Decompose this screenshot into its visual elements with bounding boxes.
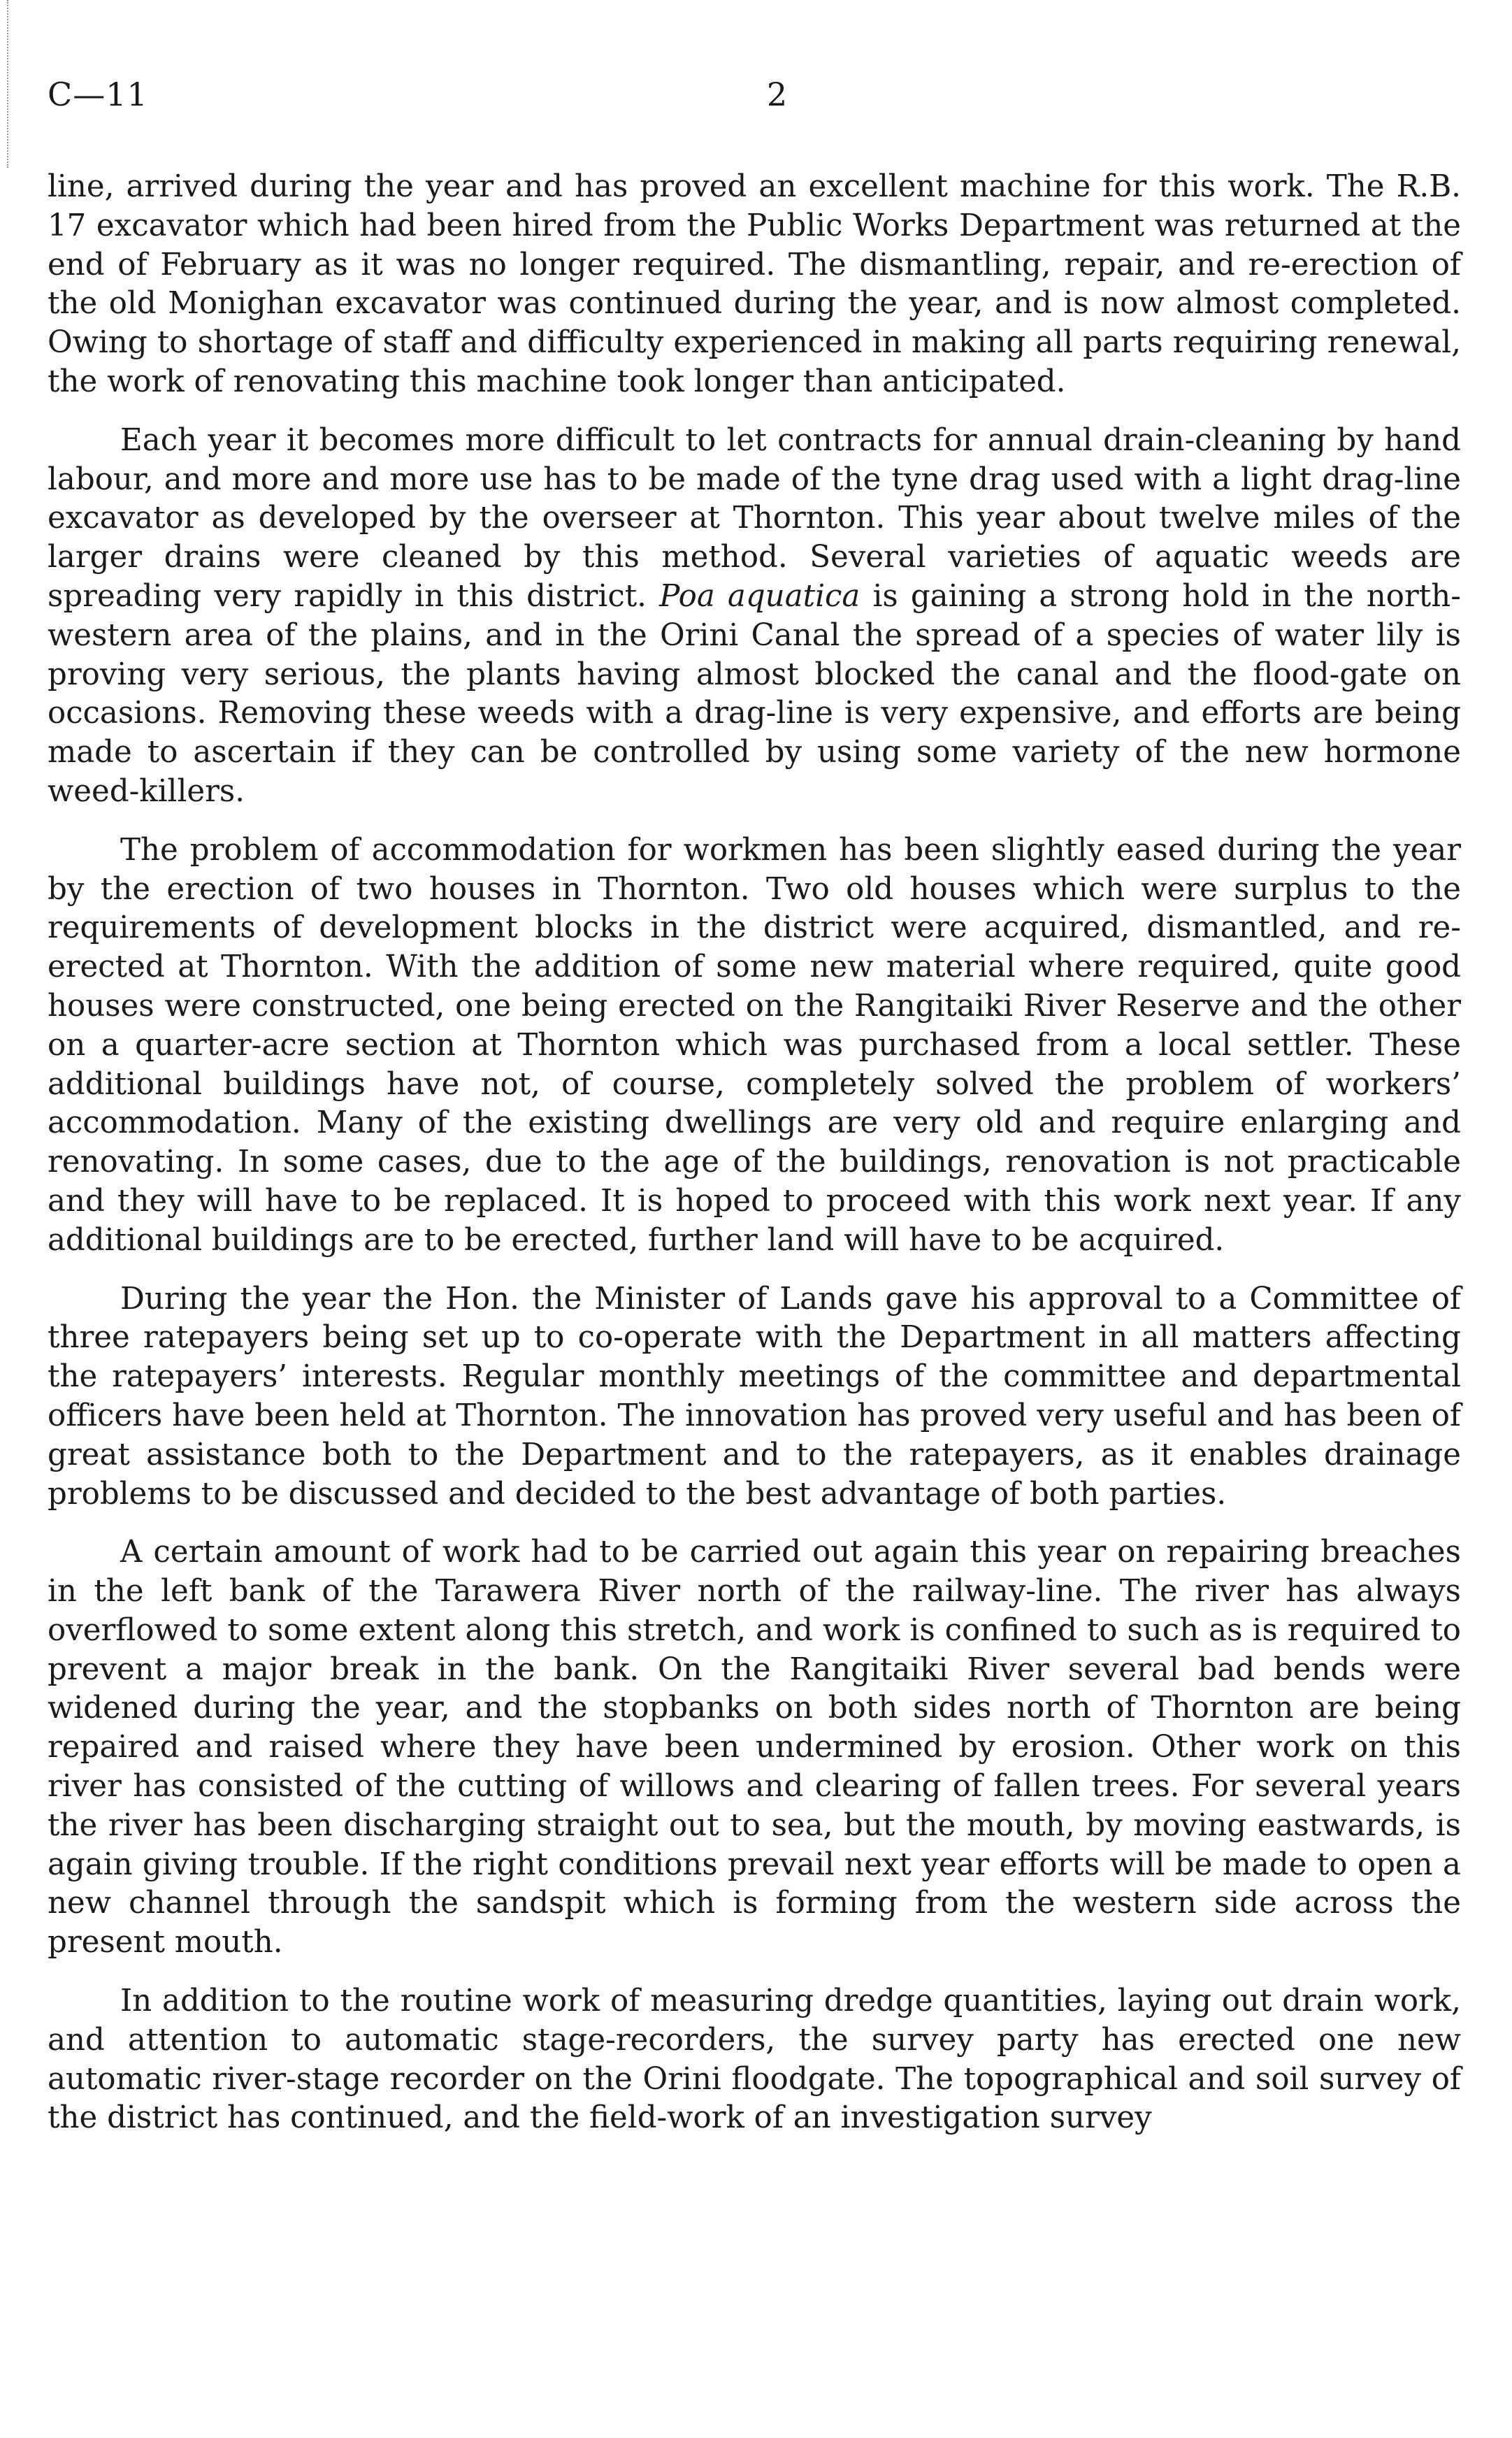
- paragraph-text: is gaining a strong hold in the north-western area of the plains, and in the Orini Canal the spread of a species of water lily is proving very serious, the plants having almost blocked the canal and the flood-gate on occasions. Removing these weeds with a drag-line is very expensive, and efforts are being made to ascertain if they can be controlled by using some variety of the new hormone weed-killers.: [48, 578, 1461, 809]
- paragraph-text: During the year the Hon. the Minister of Lands gave his approval to a Committee of three ratepayers being set up to co-operate with the Department in all matters affecting the ratepayers’ interests. Regular monthly meetings of the committee and departmental officers have been held at Thornton. The innovation has proved very useful and has been of great assistance both to the Department and to the ratepayers, as it enables drainage problems to be discussed and decided to the best advantage of both parties.: [48, 1281, 1461, 1512]
- page-header: [48, 76, 1464, 124]
- paragraph-4: [48, 1280, 1461, 1514]
- document-reference: C—11: [48, 76, 148, 113]
- paragraph-6: [48, 1982, 1461, 2138]
- paragraph-1: [48, 168, 1461, 402]
- paragraph-2: [48, 422, 1461, 812]
- paragraph-text: line, arrived during the year and has proved an excellent machine for this work. The R.B. 17 excavator which had been hired from the Public Works Department was returned at the end of February as it was no longer required. The dismantling, repair, and re-erection of the old Monighan excavator was continued during the year, and is now almost completed. Owing to shortage of staff and difficulty experienced in making all parts requiring renewal, the work of renovating this machine took longer than anticipated.: [48, 169, 1461, 399]
- body-text: [48, 168, 1461, 2158]
- page-number: 2: [766, 76, 788, 113]
- paragraph-5: [48, 1533, 1461, 1963]
- paragraph-text: In addition to the routine work of measuring dredge quantities, laying out drain work, and attention to automatic stage-recorders, the survey party has erected one new automatic river-stage recorder on the Orini floodgate. The topographical and soil survey of the district has continued, and the field-work of an investigation survey: [48, 1984, 1461, 2136]
- paragraph-text: A certain amount of work had to be carried out again this year on repairing breaches in the left bank of the Tarawera River north of the railway-line. The river has always overflowed to some extent along this stretch, and work is confined to such as is required to prevent a major break in the bank. On the Rangitaiki River several bad bends were widened during the year, and the stopbanks on both sides north of Thornton are being repaired and raised where they have been undermined by erosion. Other work on this river has consisted of the cutting of willows and clearing of fallen trees. For several years the river has been discharging straight out to sea, but the mouth, by moving eastwards, is again giving trouble. If the right conditions prevail next year efforts will be made to open a new channel through the sandspit which is forming from the western side across the present mouth.: [48, 1535, 1461, 1960]
- paragraph-text: The problem of accommodation for workmen has been slightly eased during the year by the erection of two houses in Thornton. Two old houses which were surplus to the requirements of development blocks in the district were acquired, dismantled, and re-erected at Thornton. With the addition of some new material where required, quite good houses were constructed, one being erected on the Rangitaiki River Reserve and the other on a quarter-acre section at Thornton which was purchased from a local settler. These additional buildings have not, of course, completely solved the problem of workers’ accommodation. Many of the existing dwellings are very old and require enlarging and renovating. In some cases, due to the age of the buildings, renovation is not practicable and they will have to be replaced. It is hoped to proceed with this work next year. If any additional buildings are to be erected, further land will have to be acquired.: [48, 832, 1461, 1258]
- species-name: Poa aquatica: [659, 578, 861, 614]
- paragraph-text: Each year it becomes more difficult to let contracts for annual drain-cleaning by hand labour, and more and more use has to be made of the tyne drag used with a light drag-line excavator as developed by the overseer at Thornton. This year about twelve miles of the larger drains were cleaned by this method. Several varieties of aquatic weeds are spreading very rapidly in this district.: [48, 422, 1461, 614]
- paragraph-3: [48, 831, 1461, 1261]
- margin-rule: [7, 0, 8, 168]
